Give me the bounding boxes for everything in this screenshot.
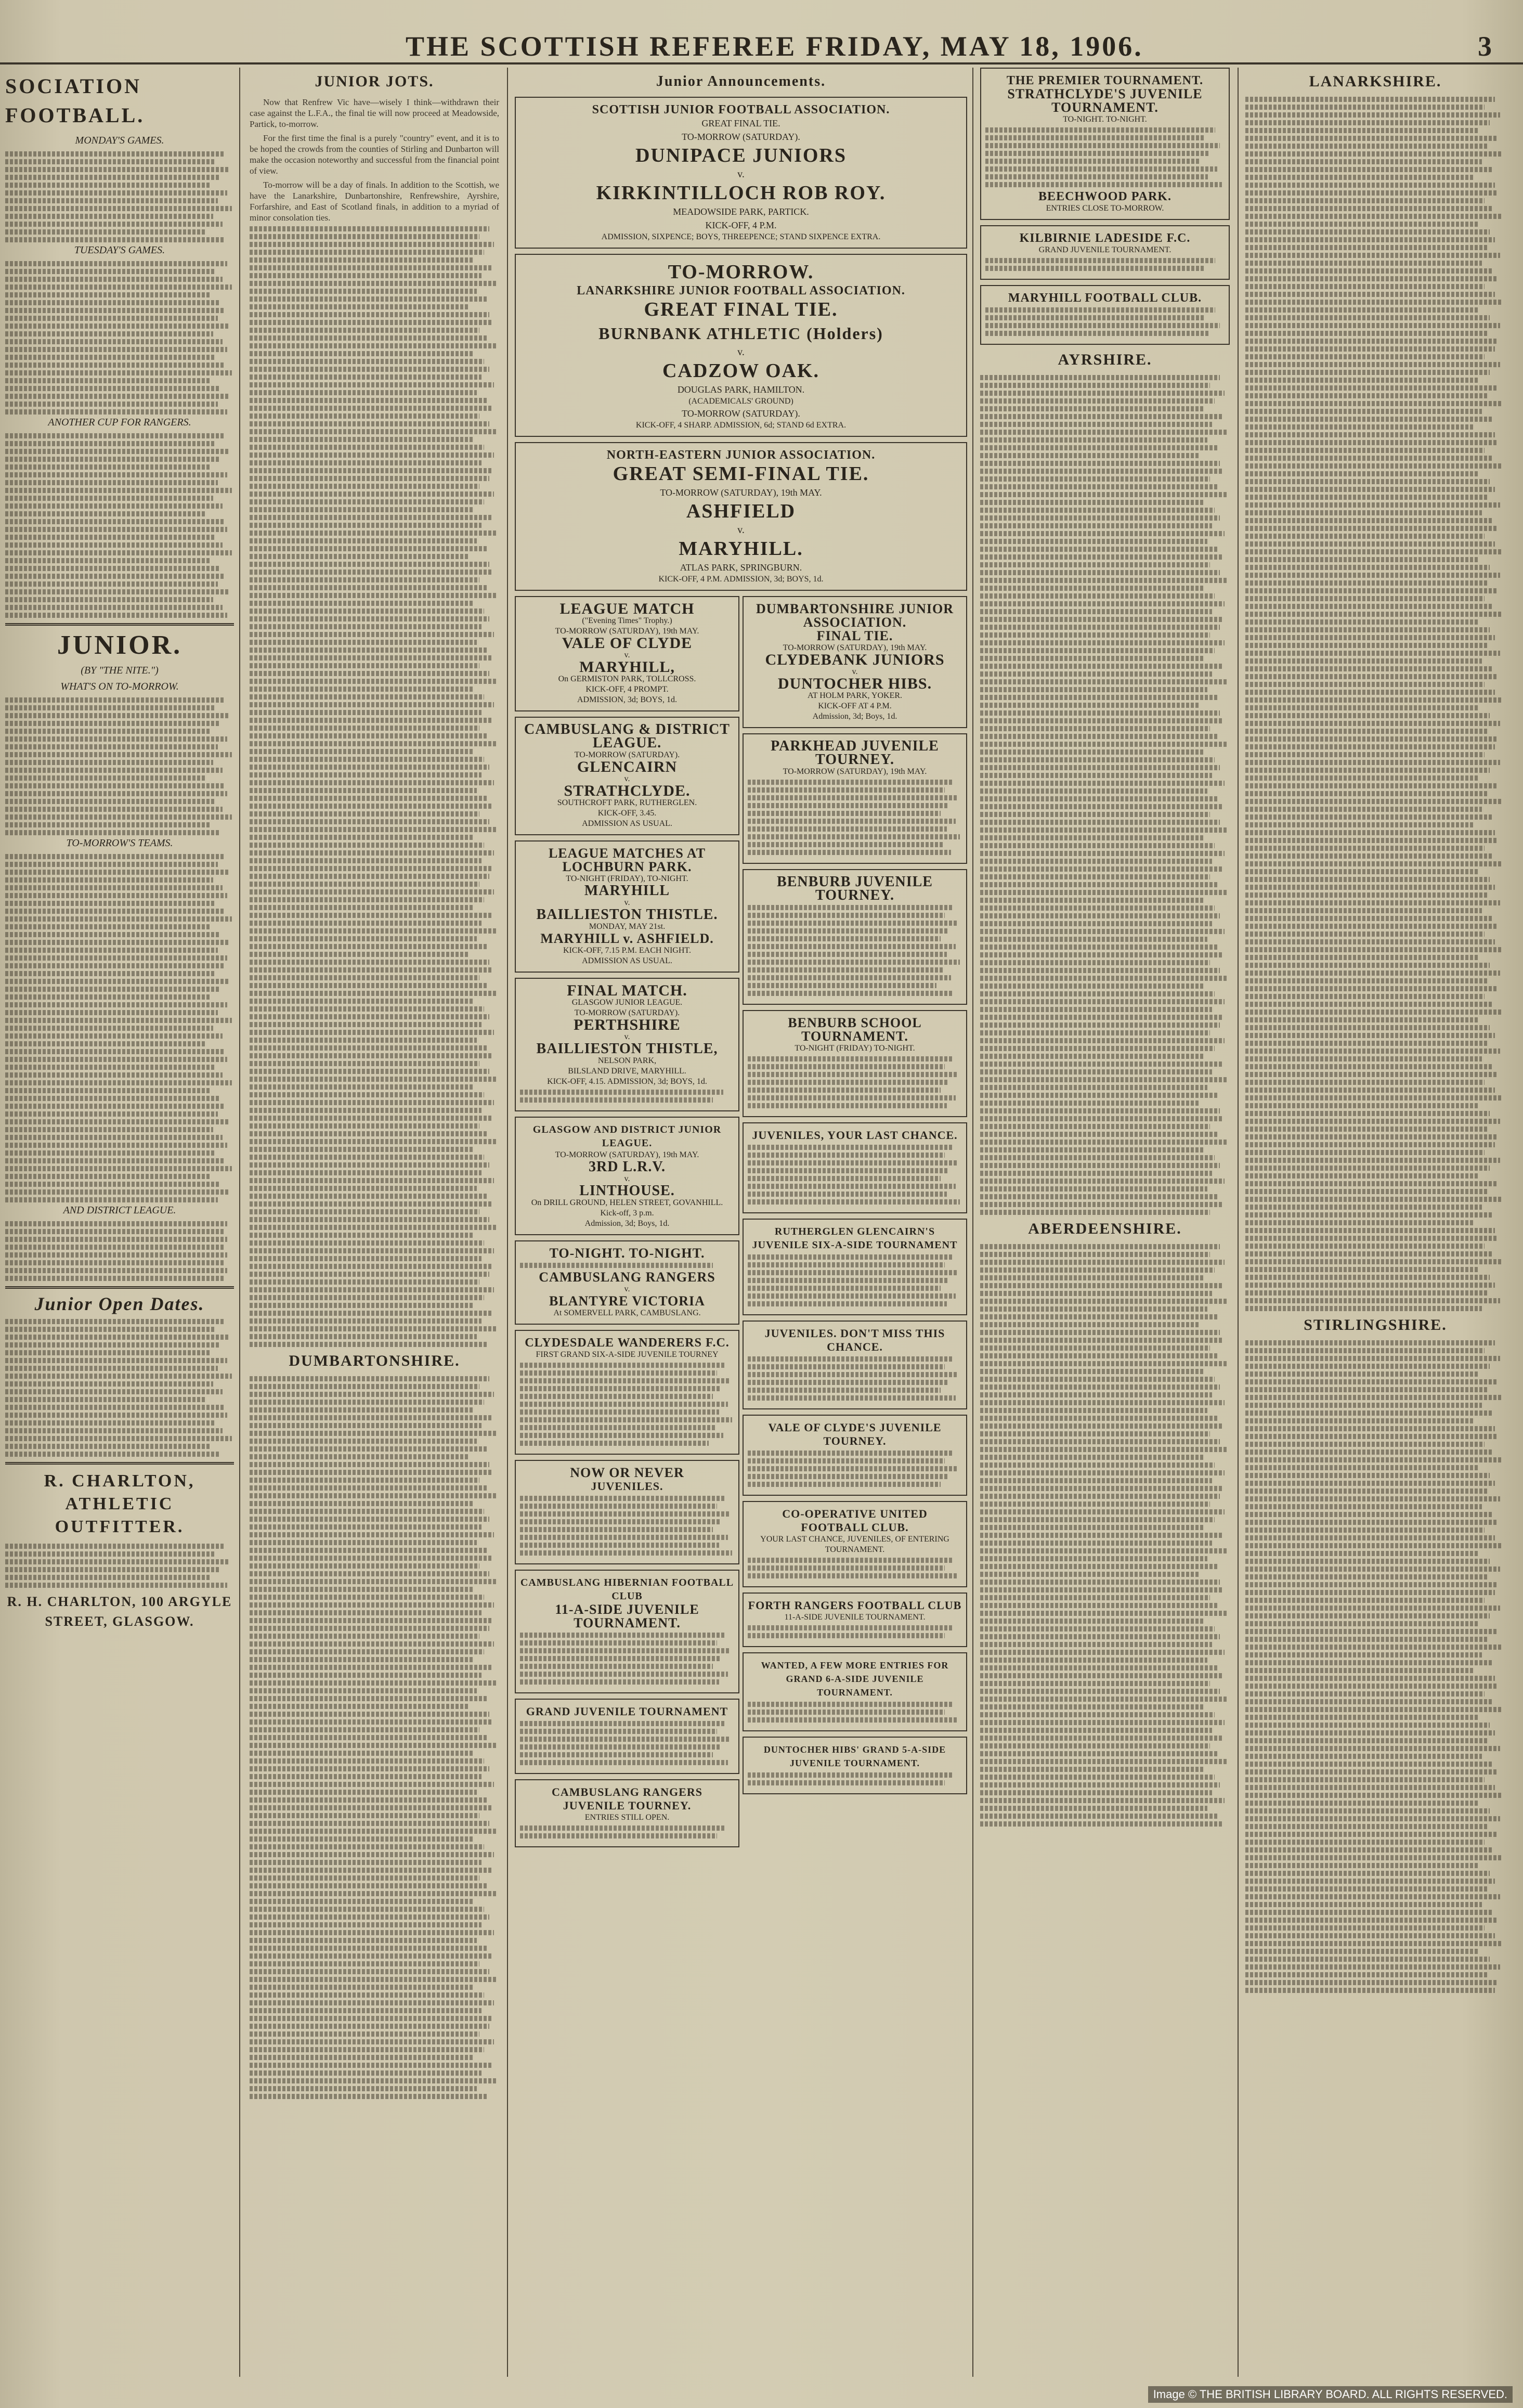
now-or-never-ad: NOW OR NEVER JUVENILES. bbox=[515, 1460, 739, 1564]
column-2 bbox=[250, 68, 499, 2377]
glasgow-district-league-ad: GLASGOW AND DISTRICT JUNIOR LEAGUE. TO-MORROW (SATURDAY), 19th MAY. 3RD L.R.V. v. LINTHOUSE. On DRILL GROUND, HELEN STREET, GOVANHILL. Kick-off, 3 p.m. Admission, 3d; Boys, 1d. bbox=[515, 1117, 739, 1235]
junior-heading: JUNIOR. bbox=[57, 630, 183, 660]
column-4 bbox=[980, 68, 1230, 2377]
junior-jots-heading: JUNIOR JOTS. bbox=[315, 73, 434, 90]
cambuslang-district-ad: CAMBUSLANG & DISTRICT LEAGUE. TO-MORROW (SATURDAY). GLENCAIRN v. STRATHCLYDE. SOUTHCROFT PARK, RUTHERGLEN. KICK-OFF, 3.45. ADMISSION AS USUAL. bbox=[515, 717, 739, 835]
lanarkshire-heading: LANARKSHIRE. bbox=[1309, 73, 1442, 90]
benburb-juvenile-ad: BENBURB JUVENILE TOURNEY. bbox=[743, 869, 967, 1005]
glasgow-junior-league-final-ad: FINAL MATCH. GLASGOW JUNIOR LEAGUE. TO-MORROW (SATURDAY). PERTHSHIRE v. BAILLIESTON THISTLE, NELSON PARK, BILSLAND DRIVE, MARYHILL. KICK-OFF, 4.15. ADMISSION, 3d; BOYS, 1d. bbox=[515, 978, 739, 1111]
masthead-title: THE SCOTTISH REFEREE FRIDAY, MAY 18, 1906. bbox=[406, 31, 1143, 62]
ayrshire-heading: AYRSHIRE. bbox=[1058, 351, 1152, 368]
column-3-announcements bbox=[515, 68, 967, 2377]
whats-on-subhead: WHAT'S ON TO-MORROW. bbox=[60, 681, 179, 692]
junior-jots-paragraph-1: Now that Renfrew Vic have—wisely I think—withdrawn their case against the L.F.A., the final tie will now proceed at Meadowside, Partick, to-morrow. bbox=[250, 97, 499, 129]
charlton-ad-address: R. H. CHARLTON, 100 ARGYLE STREET, GLASGOW. bbox=[7, 1594, 232, 1629]
rutherglen-glencairn-ad: RUTHERGLEN GLENCAIRN'S JUVENILE SIX-A-SIDE TOURNAMENT bbox=[743, 1219, 967, 1315]
monday-games-subhead: MONDAY'S GAMES. bbox=[75, 135, 164, 146]
sjfa-final-ad: SCOTTISH JUNIOR FOOTBALL ASSOCIATION. GREAT FINAL TIE. TO-MORROW (SATURDAY). DUNIPACE JUNIORS v. KIRKINTILLOCH ROB ROY. MEADOWSIDE PARK, PARTICK. KICK-OFF, 4 P.M. ADMISSION, SIXPENCE; BOYS, THREEPENCE; STAND SIXPENCE EXTRA. bbox=[515, 97, 967, 249]
announcements-left-column bbox=[515, 596, 739, 1853]
announcements-heading: Junior Announcements. bbox=[656, 73, 826, 89]
another-cup-subhead: ANOTHER CUP FOR RANGERS. bbox=[48, 417, 191, 428]
junior-open-dates-heading: Junior Open Dates. bbox=[34, 1293, 205, 1314]
dumbartonshire-heading: DUMBARTONSHIRE. bbox=[289, 1352, 460, 1369]
cambuslang-rangers-ad: TO-NIGHT. TO-NIGHT. CAMBUSLANG RANGERS v. BLANTYRE VICTORIA At SOMERVELL PARK, CAMBUSLANG. bbox=[515, 1240, 739, 1325]
wanted-entries-ad: WANTED, A FEW MORE ENTRIES FOR GRAND 6-A-SIDE JUVENILE TOURNAMENT. bbox=[743, 1652, 967, 1731]
lanarkshire-final-ad: TO-MORROW. LANARKSHIRE JUNIOR FOOTBALL ASSOCIATION. GREAT FINAL TIE. BURNBANK ATHLETIC (Holders) v. CADZOW OAK. DOUGLAS PARK, HAMILTON. (ACADEMICALS' GROUND) TO-MORROW (SATURDAY). KICK-OFF, 4 SHARP. ADMISSION, 6d; STAND 6d EXTRA. bbox=[515, 254, 967, 437]
column-1-heading: SOCIATION FOOTBALL. bbox=[5, 74, 145, 127]
tuesday-games-subhead: TUESDAY'S GAMES. bbox=[74, 244, 165, 256]
parkhead-juvenile-ad: PARKHEAD JUVENILE TOURNEY. TO-MORROW (SATURDAY), 19th MAY. bbox=[743, 733, 967, 864]
tomorrows-teams-subhead: TO-MORROW'S TEAMS. bbox=[66, 837, 173, 849]
vale-of-clyde-ad: LEAGUE MATCH ("Evening Times" Trophy.) TO-MORROW (SATURDAY), 19th MAY. VALE OF CLYDE v. MARYHILL, On GERMISTON PARK, TOLLCROSS. KICK-OFF, 4 PROMPT. ADMISSION, 3d; BOYS, 1d. bbox=[515, 596, 739, 711]
kilbirnie-ladeside-ad: KILBIRNIE LADESIDE F.C. GRAND JUVENILE TOURNAMENT. bbox=[980, 225, 1230, 280]
benburb-school-ad: BENBURB SCHOOL TOURNAMENT. TO-NIGHT (FRIDAY) TO-NIGHT. bbox=[743, 1010, 967, 1117]
district-league-subhead: AND DISTRICT LEAGUE. bbox=[63, 1205, 176, 1216]
cambuslang-hibernian-ad: CAMBUSLANG HIBERNIAN FOOTBALL CLUB 11-A-SIDE JUVENILE TOURNAMENT. bbox=[515, 1570, 739, 1693]
juveniles-last-chance-ad: JUVENILES, YOUR LAST CHANCE. bbox=[743, 1122, 967, 1213]
cambuslang-rangers-juvenile-ad: CAMBUSLANG RANGERS JUVENILE TOURNEY. ENTRIES STILL OPEN. bbox=[515, 1779, 739, 1847]
strathclyde-tournament-ad: THE PREMIER TOURNAMENT. STRATHCLYDE'S JUVENILE TOURNAMENT. TO-NIGHT. TO-NIGHT. BEECHWOOD PARK. ENTRIES CLOSE TO-MORROW. bbox=[980, 68, 1230, 220]
page-number: 3 bbox=[1478, 31, 1492, 62]
column-5 bbox=[1245, 68, 1505, 2377]
grand-juvenile-tournament-ad: GRAND JUVENILE TOURNAMENT bbox=[515, 1699, 739, 1774]
aberdeenshire-heading: ABERDEENSHIRE. bbox=[1028, 1220, 1182, 1237]
north-eastern-semi-final-ad: NORTH-EASTERN JUNIOR ASSOCIATION. GREAT SEMI-FINAL TIE. TO-MORROW (SATURDAY), 19th MAY. ASHFIELD v. MARYHILL. ATLAS PARK, SPRINGBURN. KICK-OFF, 4 P.M. ADMISSION, 3d; BOYS, 1d. bbox=[515, 442, 967, 591]
masthead bbox=[0, 26, 1523, 64]
juveniles-dont-miss-ad: JUVENILES. DON'T MISS THIS CHANCE. bbox=[743, 1320, 967, 1409]
maryhill-fc-ad: MARYHILL FOOTBALL CLUB. bbox=[980, 285, 1230, 345]
dumbartonshire-final-ad: DUMBARTONSHIRE JUNIOR ASSOCIATION. FINAL TIE. TO-MORROW (SATURDAY), 19th MAY. CLYDEBANK JUNIORS v. DUNTOCHER HIBS. AT HOLM PARK, YOKER. KICK-OFF AT 4 P.M. Admission, 3d; Boys, 1d. bbox=[743, 596, 967, 728]
co-operative-united-ad: CO-OPERATIVE UNITED FOOTBALL CLUB. YOUR LAST CHANCE, JUVENILES, OF ENTERING TOURNAMENT. bbox=[743, 1501, 967, 1587]
charlton-ad: R. CHARLTON, ATHLETIC OUTFITTER. bbox=[44, 1471, 196, 1536]
clydesdale-wanderers-ad: CLYDESDALE WANDERERS F.C. FIRST GRAND SIX-A-SIDE JUVENILE TOURNEY bbox=[515, 1330, 739, 1455]
duntocher-hibs-ad: DUNTOCHER HIBS' GRAND 5-A-SIDE JUVENILE TOURNAMENT. bbox=[743, 1737, 967, 1794]
column-1 bbox=[5, 68, 234, 2377]
forth-rangers-ad: FORTH RANGERS FOOTBALL CLUB 11-A-SIDE JUVENILE TOURNAMENT. bbox=[743, 1593, 967, 1647]
lochburn-park-ad: LEAGUE MATCHES AT LOCHBURN PARK. TO-NIGHT (FRIDAY), TO-NIGHT. MARYHILL v. BAILLIESTON THISTLE. MONDAY, MAY 21st. MARYHILL v. ASHFIELD. KICK-OFF, 7.15 P.M. EACH NIGHT. ADMISSION AS USUAL. bbox=[515, 840, 739, 973]
junior-jots-paragraph-2: For the first time the final is a purely "country" event, and it is to be hoped the crowds from the counties of Stirling and Dunbarton will make the occasion noteworthy and successful from the financial point of view. bbox=[250, 133, 499, 176]
junior-jots-paragraph-3: To-morrow will be a day of finals. In addition to the Scottish, we have the Lanarkshire, Dunbartonshire, Renfrewshire, Ayrshire, Forfarshire, and East of Scotland finals, in addition to a myriad of minor consolation ties. bbox=[250, 180, 499, 223]
by-the-nite: (BY "THE NITE.") bbox=[81, 665, 159, 676]
announcements-right-column bbox=[743, 596, 967, 1853]
vale-of-clyde-juvenile-ad: VALE OF CLYDE'S JUVENILE TOURNEY. bbox=[743, 1415, 967, 1496]
copyright-footer: Image © THE BRITISH LIBRARY BOARD. ALL RIGHTS RESERVED. bbox=[1148, 2386, 1513, 2403]
stirlingshire-heading: STIRLINGSHIRE. bbox=[1304, 1316, 1447, 1334]
